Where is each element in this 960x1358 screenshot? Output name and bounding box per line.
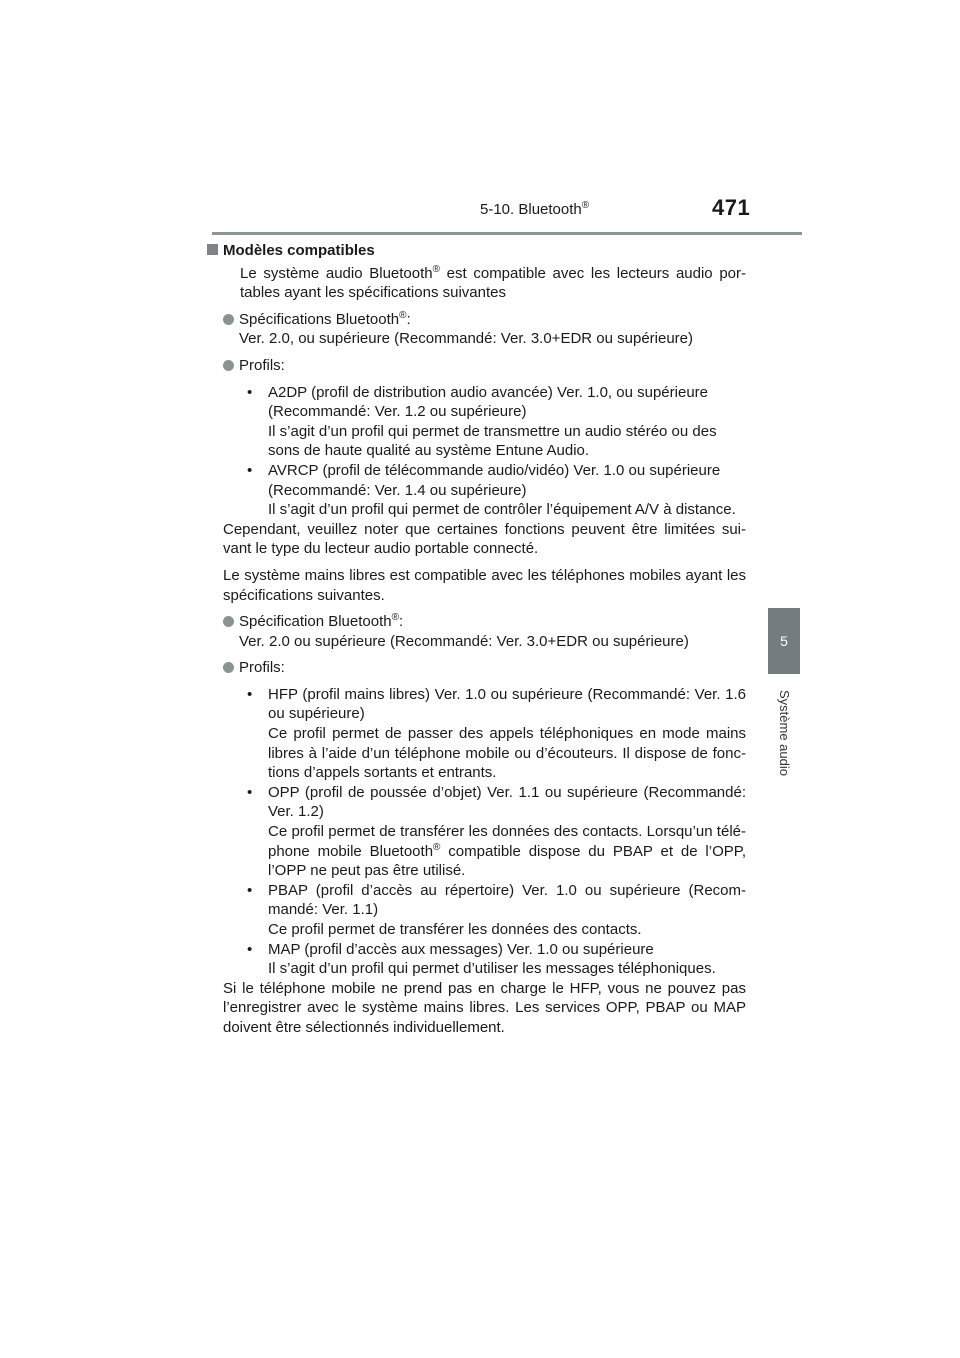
profiles-audio-heading: Profils: — [223, 356, 746, 376]
intro-paragraph: Le système audio Bluetooth® est compatible avec les lecteurs audio por- tables ayant les spécifications suivantes — [240, 263, 746, 302]
spec-audio: Spécifications Bluetooth®: Ver. 2.0, ou supérieure (Recommandé: Ver. 3.0+EDR ou supérieure) — [223, 310, 746, 349]
round-bullet-icon — [223, 662, 234, 673]
registered-mark: ® — [581, 200, 590, 211]
round-bullet-icon — [223, 314, 234, 325]
round-bullet-icon — [223, 616, 234, 627]
handsfree-note: Si le téléphone mobile ne prend pas en charge le HFP, vous ne pouvez pas l’enregistrer avec le système mains libres. Les services OPP, PBAP ou MAP doivent être sélectionnés individuellement. — [223, 979, 746, 1036]
profiles-audio-list — [240, 383, 746, 520]
profiles-handsfree-heading: Profils: — [223, 658, 746, 678]
page-content — [223, 241, 746, 1038]
compat-note: Cependant, veuillez noter que certaines fonctions peuvent être limitées sui- vant le type du lecteur audio portable connecté. — [223, 520, 746, 558]
section-heading: Modèles compatibles — [223, 241, 746, 261]
chapter-tab — [768, 608, 800, 674]
list-item: • OPP (profil de poussée d’objet) Ver. 1.1 ou supérieure (Recommandé: Ver. 1.2) Ce profil permet de transférer les données des contacts. Lorsqu’un télé- phone mobile Bluetooth® compatible dispose du PBAP et de l’OPP, l’OPP ne peut pas être utilisé. — [247, 783, 746, 880]
round-bullet-icon — [223, 360, 234, 371]
square-bullet-icon — [207, 244, 218, 255]
list-item: • HFP (profil mains libres) Ver. 1.0 ou supérieure (Recommandé: Ver. 1.6 ou supérieure) Ce profil permet de passer des appels téléphoniques en mode mains libres à l’aide d’un téléphone mobile ou d’écouteurs. Il dispose de fonc- tions d’appels sortants et entrants. — [247, 685, 746, 782]
list-item: • MAP (profil d’accès aux messages) Ver. 1.0 ou supérieure Il s’agit d’un profil qui permet d’utiliser les messages téléphoniques. — [247, 940, 716, 978]
chapter-number: 5 — [780, 633, 788, 649]
list-item: • AVRCP (profil de télécommande audio/vidéo) Ver. 1.0 ou supérieure (Recommandé: Ver. 1.4 ou supérieure) Il s’agit d’un profil qui permet de contrôler l’équipement A/V à distance. — [247, 461, 736, 519]
page-number: 471 — [712, 195, 751, 220]
header-divider — [212, 232, 802, 235]
handsfree-intro: Le système mains libres est compatible avec les téléphones mobiles ayant les spécifications suivantes. — [223, 566, 746, 604]
section-title: 5-10. Bluetooth® — [480, 200, 590, 218]
list-item: • A2DP (profil de distribution audio avancée) Ver. 1.0, ou supérieure (Recommandé: Ver. 1.2 ou supérieure) Il s’agit d’un profil qui permet de transmettre un audio stéréo ou des sons de haute qualité au système Entune Audio. — [247, 383, 717, 460]
spec-handsfree: Spécification Bluetooth®: Ver. 2.0 ou supérieure (Recommandé: Ver. 3.0+EDR ou supérieure) — [223, 612, 746, 651]
list-item: • PBAP (profil d’accès au répertoire) Ver. 1.0 ou supérieure (Recom- mandé: Ver. 1.1) Ce profil permet de transférer les données des contacts. — [247, 881, 746, 938]
chapter-title: Système audio — [777, 690, 792, 776]
profiles-handsfree-list — [240, 685, 746, 979]
